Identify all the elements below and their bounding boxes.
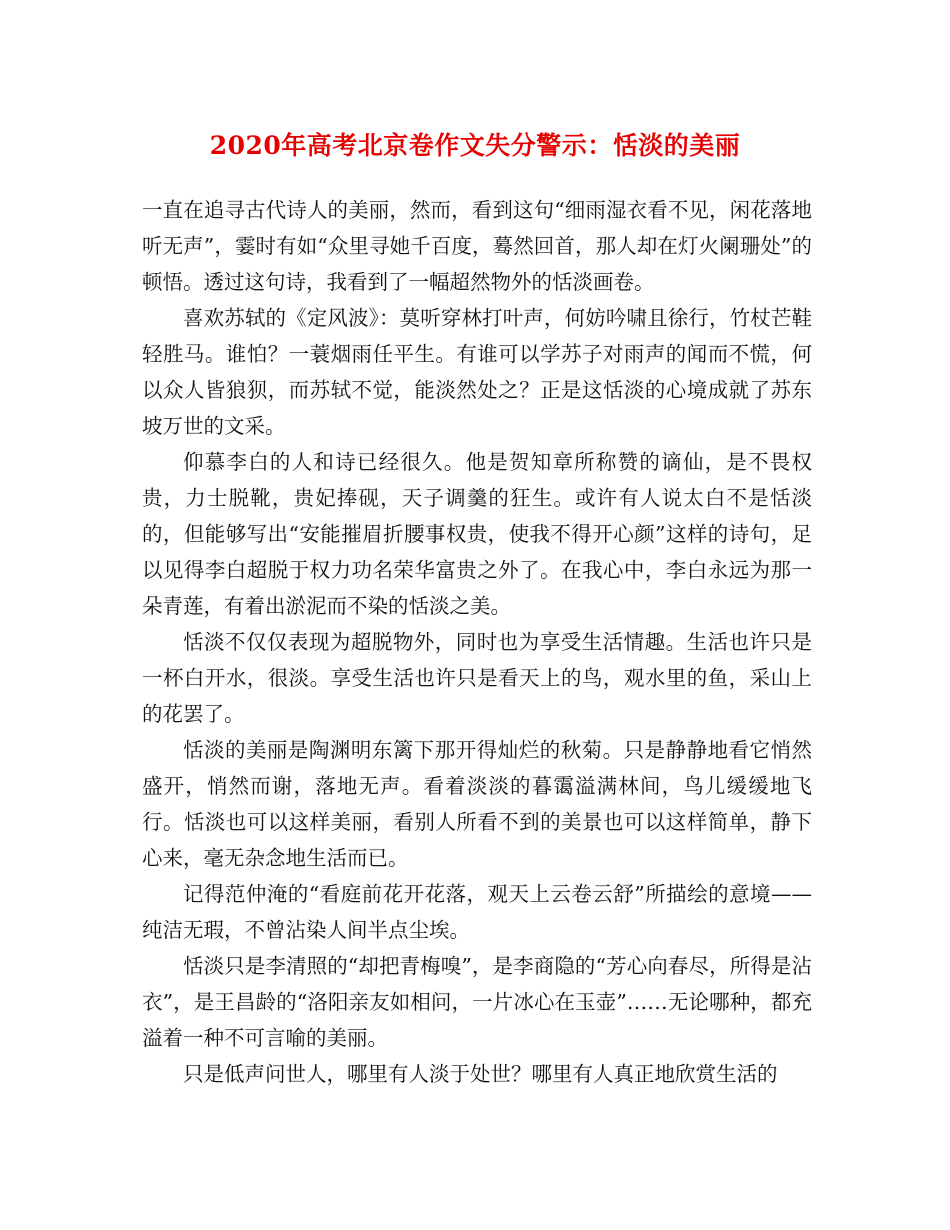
- document-title: 2020年高考北京卷作文失分警示：恬淡的美丽: [209, 131, 741, 160]
- paragraph-5: 恬淡的美丽是陶渊明东篱下那开得灿烂的秋菊。只是静静地看它悄然盛开，悄然而谢，落地无声。看着淡淡的暮霭溢满林间，鸟儿缓缓地飞行。恬淡也可以这样美丽，看别人所看不到的美景也可以这样简单，静下心来，毫无杂念地生活而已。: [142, 738, 812, 870]
- paragraph-3: 仰慕李白的人和诗已经很久。他是贺知章所称赞的谪仙，是不畏权贵，力士脱靴，贵妃捧砚，天子调羹的狂生。或许有人说太白不是恬淡的，但能够写出“安能摧眉折腰事权贵，使我不得开心颜”这样的诗句，足以见得李白超脱于权力功名荣华富贵之外了。在我心中，李白永远为那一朵青莲，有着出淤泥而不染的恬淡之美。: [142, 450, 812, 618]
- paragraph-1: 一直在追寻古代诗人的美丽，然而，看到这句“细雨湿衣看不见，闲花落地听无声”，霎时有如“众里寻她千百度，蓦然回首，那人却在灯火阑珊处”的顿悟。透过这句诗，我看到了一幅超然物外的恬淡画卷。: [142, 198, 812, 294]
- document-body: [142, 192, 812, 1092]
- paragraph-7: 恬淡只是李清照的“却把青梅嗅”，是李商隐的“芳心向春尽，所得是沾衣”，是王昌龄的“洛阳亲友如相问，一片冰心在玉壶”……无论哪种，都充溢着一种不可言喻的美丽。: [142, 954, 812, 1050]
- paragraph-8: 只是低声问世人，哪里有人淡于处世？哪里有人真正地欣赏生活的: [183, 1062, 778, 1086]
- paragraph-4: 恬淡不仅仅表现为超脱物外，同时也为享受生活情趣。生活也许只是一杯白开水，很淡。享受生活也许只是看天上的鸟，观水里的鱼，采山上的花罢了。: [142, 630, 812, 726]
- paragraph-6: 记得范仲淹的“看庭前花开花落，观天上云卷云舒”所描绘的意境——纯洁无瑕，不曾沾染人间半点尘埃。: [142, 882, 812, 942]
- paragraph-2: 喜欢苏轼的《定风波》：莫听穿林打叶声，何妨吟啸且徐行，竹杖芒鞋轻胜马。谁怕？一蓑烟雨任平生。有谁可以学苏子对雨声的闻而不慌，何以众人皆狼狈，而苏轼不觉，能淡然处之？正是这恬淡的心境成就了苏东坡万世的文采。: [142, 306, 812, 438]
